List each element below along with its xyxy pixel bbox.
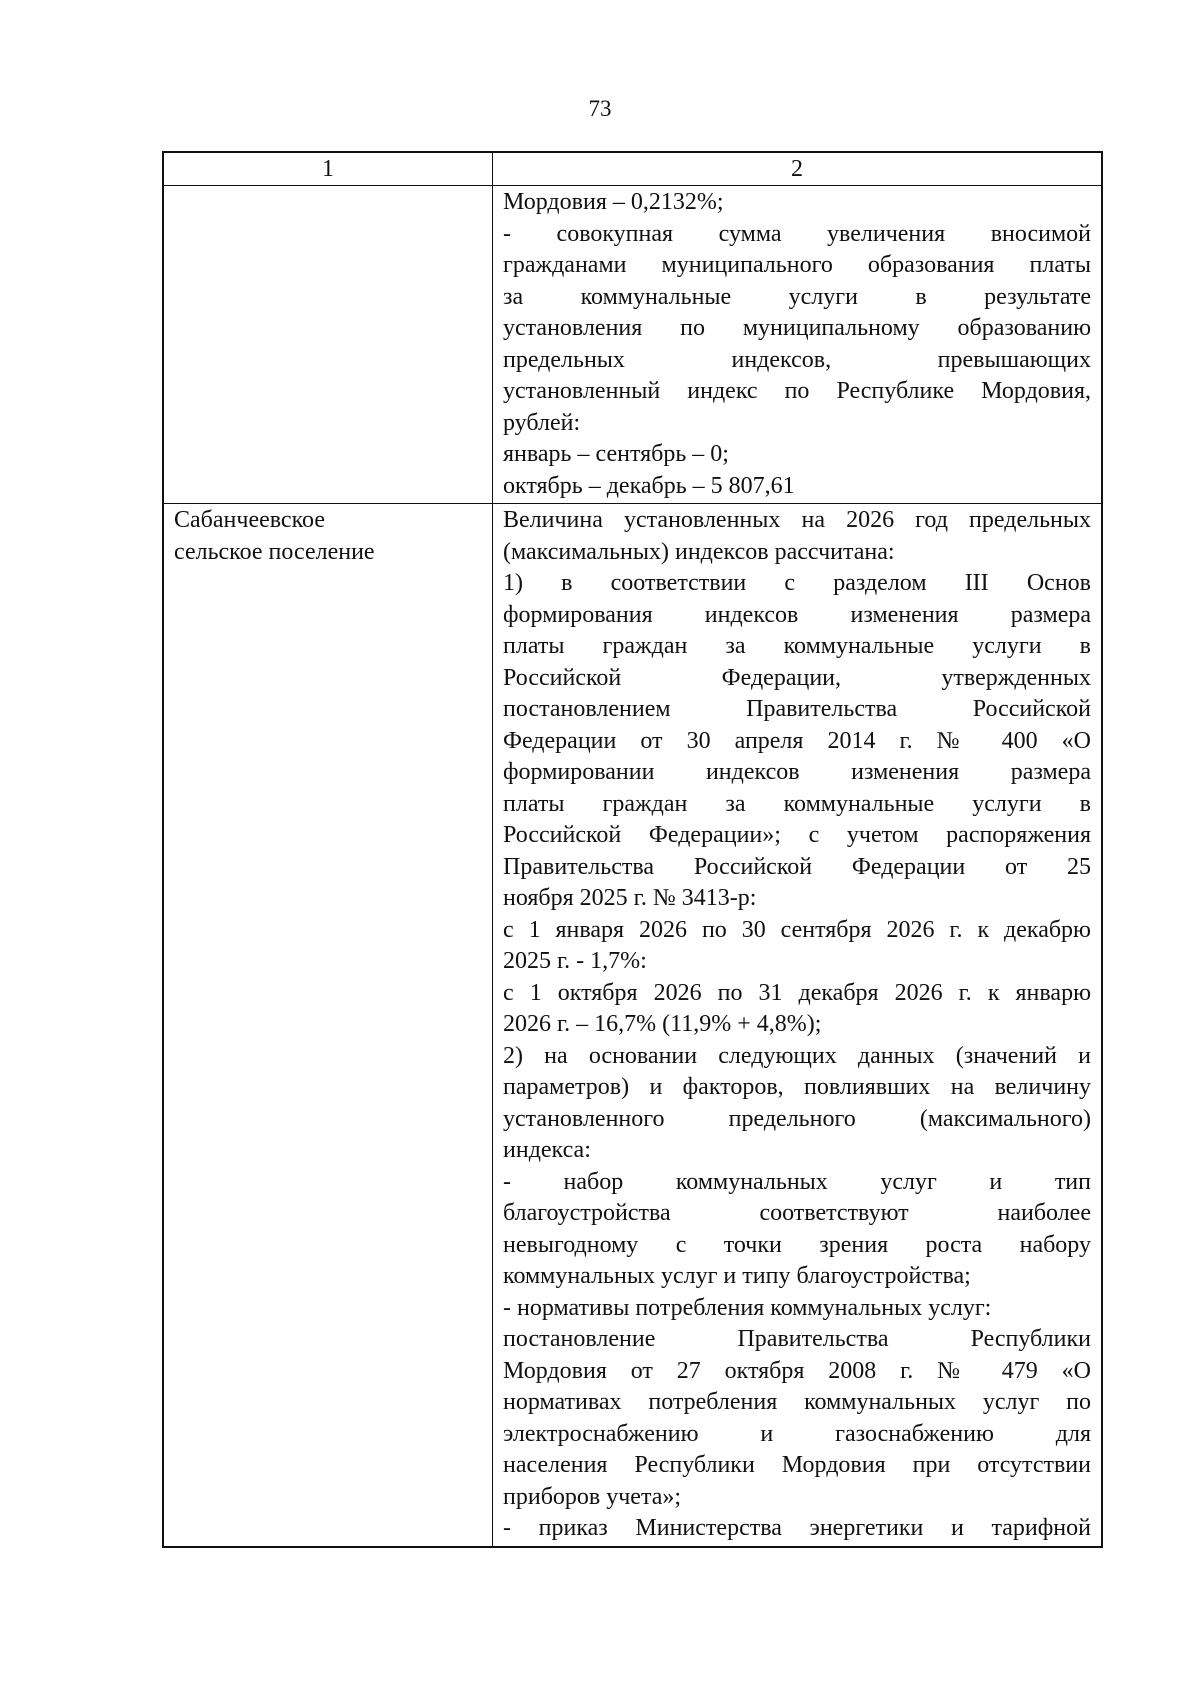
row-0-col1 <box>164 186 493 503</box>
text-line: 1) в соответствии с разделом III Основ <box>503 570 1091 596</box>
document-table <box>162 151 1103 1548</box>
text-line: - набор коммунальных услуг и тип <box>503 1168 1091 1195</box>
text-line: электроснабжению и газоснабжению для <box>503 1420 1091 1447</box>
text-line: формирования индексов изменения размера <box>503 601 1091 628</box>
text-line: - приказ Министерства энергетики и тарифной <box>503 1515 1091 1541</box>
text-line: с 1 октября 2026 по 31 декабря 2026 г. к январю <box>503 979 1091 1006</box>
text-line: предельных индексов, превышающих <box>503 346 1091 373</box>
text-line: за коммунальные услуги в результате <box>503 283 1091 310</box>
text-line: гражданами муниципального образования платы <box>503 252 1091 278</box>
text-line: приборов учета»; <box>503 1483 682 1510</box>
text-line: параметров) и факторов, повлиявших на величину <box>503 1074 1091 1100</box>
text-line: Сабанчеевское <box>174 507 325 533</box>
text-line: Величина установленных на 2026 год предельных <box>503 507 1091 533</box>
text-line: индекса: <box>503 1137 591 1163</box>
text-line: постановлением Правительства Российской <box>503 696 1091 722</box>
text-line: платы граждан за коммунальные услуги в <box>503 790 1091 817</box>
text-line: установления по муниципальному образованию <box>503 315 1091 341</box>
text-line: Мордовия – 0,2132%; <box>503 189 724 215</box>
text-line: нормативах потребления коммунальных услуг по <box>503 1389 1091 1415</box>
text-line: - совокупная сумма увеличения вносимой <box>503 220 1091 247</box>
text-line: октябрь – декабрь – 5 807,61 <box>503 472 795 499</box>
text-line: установленный индекс по Республике Мордовия, <box>503 378 1091 404</box>
text-line: Российской Федерации, утвержденных <box>503 664 1091 691</box>
text-line: 2025 г. - 1,7%: <box>503 948 647 974</box>
page-number: 73 <box>588 96 612 121</box>
text-line: 2026 г. – 16,7% (11,9% + 4,8%); <box>503 1011 822 1037</box>
text-line: ноября 2025 г. № 3413-р: <box>503 885 757 911</box>
text-line: формировании индексов изменения размера <box>503 759 1091 785</box>
text-line: рублей: <box>503 409 581 436</box>
column-header-2: 2 <box>791 156 803 182</box>
text-line: - нормативы потребления коммунальных услуг: <box>503 1294 992 1321</box>
text-line: 2) на основании следующих данных (значений и <box>503 1042 1091 1069</box>
row-1-col1 <box>164 504 493 1546</box>
column-header-1: 1 <box>164 153 493 185</box>
table-row-sabancheevskoe <box>164 503 1101 1546</box>
text-line: установленного предельного (максимального) <box>503 1105 1091 1132</box>
text-line: (максимальных) индексов рассчитана: <box>503 538 895 565</box>
text-line: благоустройства соответствуют наиболее <box>503 1200 1091 1226</box>
text-line: постановление Правительства Республики <box>503 1326 1091 1352</box>
text-line: Правительства Российской Федерации от 25 <box>503 853 1091 880</box>
text-line: январь – сентябрь – 0; <box>503 441 729 467</box>
text-line: населения Республики Мордовия при отсутствии <box>503 1452 1091 1478</box>
text-line: Мордовия от 27 октября 2008 г. № 479 «О <box>503 1357 1091 1384</box>
text-line: сельское поселение <box>174 538 375 565</box>
table-header-row <box>164 153 1101 185</box>
text-line: Российской Федерации»; с учетом распоряжения <box>503 822 1091 848</box>
table-row-continuation <box>164 185 1101 503</box>
row-0-col2 <box>493 186 1101 503</box>
row-1-col2 <box>493 504 1101 1546</box>
text-line: с 1 января 2026 по 30 сентября 2026 г. к декабрю <box>503 916 1091 943</box>
text-line: коммунальных услуг и типу благоустройства; <box>503 1263 971 1289</box>
text-line: Федерации от 30 апреля 2014 г. № 400 «О <box>503 727 1091 754</box>
text-line: платы граждан за коммунальные услуги в <box>503 633 1091 659</box>
text-line: невыгодному с точки зрения роста набору <box>503 1231 1091 1258</box>
